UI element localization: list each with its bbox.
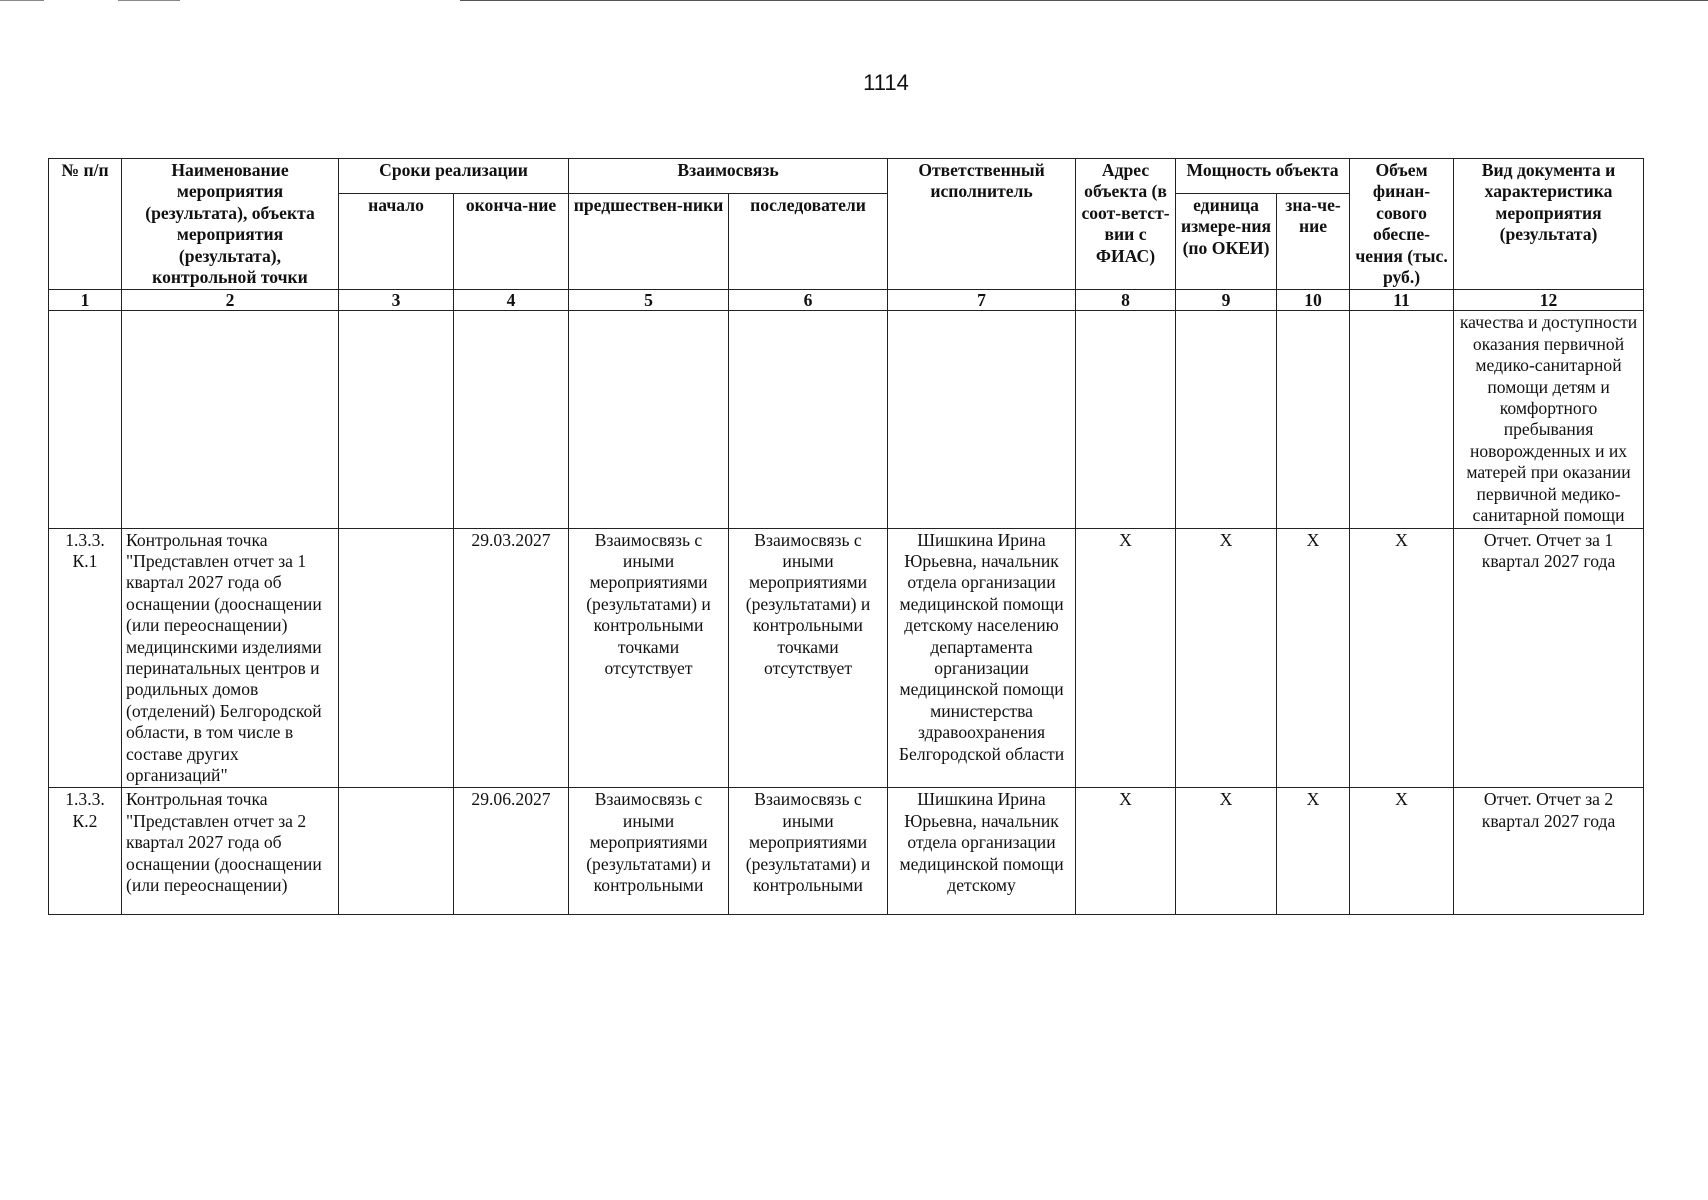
row-document: Отчет. Отчет за 1 квартал 2027 года bbox=[1454, 528, 1644, 788]
header-link-group: Взаимосвязь bbox=[569, 159, 888, 194]
header-responsible: Ответственный исполнитель bbox=[888, 159, 1076, 290]
table-row bbox=[49, 788, 1644, 915]
row-successors: Взаимосвязь с иными мероприятиями (результатами) и контрольными bbox=[729, 788, 888, 915]
page-number: 1114 bbox=[863, 70, 909, 95]
row-value bbox=[1277, 311, 1350, 528]
row-value: X bbox=[1277, 528, 1350, 788]
column-number: 3 bbox=[339, 290, 454, 311]
column-number: 2 bbox=[122, 290, 339, 311]
header-end: оконча-ние bbox=[454, 194, 569, 290]
header-name: Наименование мероприятия (результата), объекта мероприятия (результата), контрольной точки bbox=[122, 159, 339, 290]
header-start: начало bbox=[339, 194, 454, 290]
row-unit: X bbox=[1176, 788, 1277, 915]
header-unit: единица измере-ния (по ОКЕИ) bbox=[1176, 194, 1277, 290]
row-start bbox=[339, 788, 454, 915]
row-end bbox=[454, 311, 569, 528]
row-finance: X bbox=[1350, 788, 1454, 915]
row-name: Контрольная точка "Представлен отчет за 2 квартал 2027 года об оснащении (дооснащении (или переоснащении) bbox=[122, 788, 339, 915]
table-row bbox=[49, 311, 1644, 528]
row-successors: Взаимосвязь с иными мероприятиями (результатами) и контрольными точками отсутствует bbox=[729, 528, 888, 788]
header-finance: Объем финан-сового обеспе-чения (тыс. руб.) bbox=[1350, 159, 1454, 290]
column-number: 4 bbox=[454, 290, 569, 311]
header-address: Адрес объекта (в соот-ветст-вии с ФИАС) bbox=[1076, 159, 1176, 290]
column-number: 11 bbox=[1350, 290, 1454, 311]
measures-table bbox=[48, 158, 1644, 915]
row-number bbox=[49, 311, 122, 528]
row-start bbox=[339, 311, 454, 528]
header-capacity-group: Мощность объекта bbox=[1176, 159, 1350, 194]
column-number: 8 bbox=[1076, 290, 1176, 311]
row-unit: X bbox=[1176, 528, 1277, 788]
column-number: 7 bbox=[888, 290, 1076, 311]
header-document: Вид документа и характеристика мероприятия (результата) bbox=[1454, 159, 1644, 290]
row-start bbox=[339, 528, 454, 788]
column-number: 9 bbox=[1176, 290, 1277, 311]
row-number: 1.3.3. К.1 bbox=[49, 528, 122, 788]
header-predecessors: предшествен-ники bbox=[569, 194, 729, 290]
column-number: 1 bbox=[49, 290, 122, 311]
row-value: X bbox=[1277, 788, 1350, 915]
header-successors: последователи bbox=[729, 194, 888, 290]
row-end: 29.06.2027 bbox=[454, 788, 569, 915]
column-numbers-row bbox=[49, 290, 1644, 311]
row-successors bbox=[729, 311, 888, 528]
row-name: Контрольная точка "Представлен отчет за 1 квартал 2027 года об оснащении (дооснащении (или переоснащении) медицинскими изделиями перинатальных центров и родильных домов (отделений) Белгородской области, в том числе в составе других организаций" bbox=[122, 528, 339, 788]
row-document: качества и доступности оказания первичной медико-санитарной помощи детям и комфортного пребывания новорожденных и их матерей при оказании первичной медико-санитарной помощи bbox=[1454, 311, 1644, 528]
row-predecessors: Взаимосвязь с иными мероприятиями (результатами) и контрольными точками отсутствует bbox=[569, 528, 729, 788]
header-number: № п/п bbox=[49, 159, 122, 290]
row-address: X bbox=[1076, 528, 1176, 788]
row-document: Отчет. Отчет за 2 квартал 2027 года bbox=[1454, 788, 1644, 915]
column-number: 12 bbox=[1454, 290, 1644, 311]
row-name bbox=[122, 311, 339, 528]
column-number: 6 bbox=[729, 290, 888, 311]
row-responsible: Шишкина Ирина Юрьевна, начальник отдела организации медицинской помощи детскому населению департамента организации медицинской помощи министерства здравоохранения Белгородской области bbox=[888, 528, 1076, 788]
column-number: 10 bbox=[1277, 290, 1350, 311]
row-predecessors: Взаимосвязь с иными мероприятиями (результатами) и контрольными bbox=[569, 788, 729, 915]
top-rule bbox=[118, 0, 180, 1]
row-number: 1.3.3. К.2 bbox=[49, 788, 122, 915]
row-end: 29.03.2027 bbox=[454, 528, 569, 788]
row-responsible: Шишкина Ирина Юрьевна, начальник отдела организации медицинской помощи детскому bbox=[888, 788, 1076, 915]
header-value: зна-че-ние bbox=[1277, 194, 1350, 290]
row-finance bbox=[1350, 311, 1454, 528]
top-rule bbox=[460, 0, 1708, 1]
table-row bbox=[49, 528, 1644, 788]
row-address: X bbox=[1076, 788, 1176, 915]
top-rule bbox=[0, 0, 44, 1]
row-finance: X bbox=[1350, 528, 1454, 788]
row-address bbox=[1076, 311, 1176, 528]
header-row-top bbox=[49, 159, 1644, 194]
row-unit bbox=[1176, 311, 1277, 528]
row-predecessors bbox=[569, 311, 729, 528]
header-terms-group: Сроки реализации bbox=[339, 159, 569, 194]
row-responsible bbox=[888, 311, 1076, 528]
column-number: 5 bbox=[569, 290, 729, 311]
